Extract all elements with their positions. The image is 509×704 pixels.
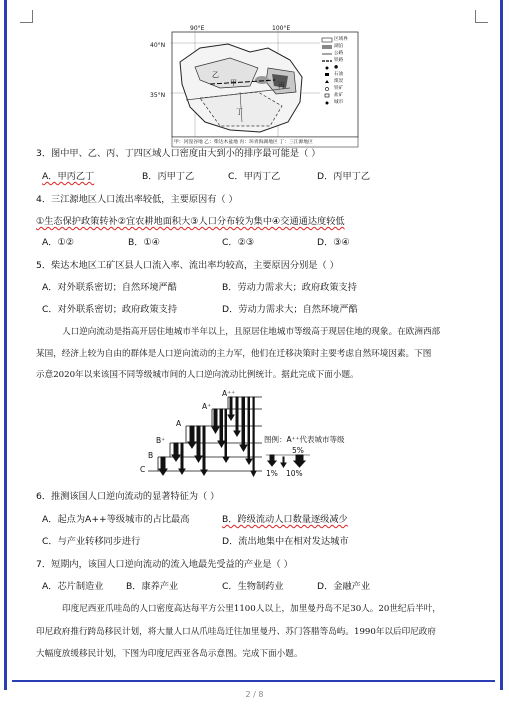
q6-stem: 6．推测该国人口逆向流动的显著特征为（ ）: [36, 491, 220, 502]
map-region-ding: 丁: [236, 108, 243, 116]
q7-option-d[interactable]: D．金融产业: [317, 581, 371, 592]
legend-item: 区域界: [334, 37, 348, 42]
flow-chart-figure: [140, 389, 380, 481]
q7-option-b[interactable]: B．康养产业: [126, 581, 179, 592]
q4-stem: 4．三江源地区人口流出率较低，主要原因有（ ）: [36, 194, 238, 205]
q3-option-a-text: A．甲丙乙丁: [42, 171, 95, 182]
q4-items-text: ①生态保护政策转补②宜农耕地面积大③人口分布较为集中④交通通达度较低: [36, 216, 345, 227]
passage2-line-1: 印度尼西亚爪哇岛的人口密度高达每平方公里1100人以上，加里曼丹岛不足30人。20世纪后半叶，: [62, 604, 441, 614]
q5-option-a[interactable]: A．对外联系密切；自然环境严酷: [42, 282, 177, 293]
legend-item: 煤炭: [334, 79, 344, 84]
q3-option-d[interactable]: D．丙甲丁乙: [317, 171, 371, 182]
q4-option-c[interactable]: C．②③: [222, 237, 255, 248]
passage2-line-3: 大幅度放缓移民计划，下图为印度尼西亚各岛示意图。完成下面小题。: [36, 649, 303, 659]
q4-option-d[interactable]: D．③④: [317, 237, 350, 248]
page-number: 2 / 8: [245, 690, 264, 699]
legend-item: 公路: [334, 51, 344, 56]
level-ap-label: A⁺: [202, 402, 212, 411]
lat-label-top: 40°N: [150, 42, 166, 49]
level-c-label: C: [140, 465, 146, 474]
q7-option-a[interactable]: A．芯片制造业: [42, 581, 104, 592]
q4-option-b[interactable]: B．①④: [128, 237, 160, 248]
legend-item: 石油: [334, 72, 344, 77]
passage1-line-1: 人口逆向流动是指高开居住地城市半年以上，且原居住地城市等级高于现居住地的现象。在欧洲西部: [62, 327, 441, 337]
legend-item: 湖泊: [334, 44, 344, 49]
legend-item: ●: [334, 65, 339, 70]
q6-option-a[interactable]: A．起点为A++等级城市的占比最高: [42, 514, 190, 525]
q6-option-d[interactable]: D．流出地集中在相对发达城市: [222, 536, 349, 547]
lon-label-left: 90°E: [190, 25, 205, 32]
q7-stem: 7．短期内，该国人口逆向流动的流入地最先受益的产业是（ ）: [36, 559, 293, 570]
lat-label-bottom: 35°N: [150, 92, 166, 99]
crop-mark-top-right: [475, 10, 488, 23]
frame-left-line: [4, 0, 7, 690]
q3-option-a[interactable]: [42, 170, 94, 183]
q6-option-c[interactable]: C．与产业转移同步进行: [42, 536, 141, 547]
chart-legend-text: 图例：A⁺⁺代表城市等级: [264, 435, 345, 444]
lon-label-right: 100°E: [272, 25, 291, 32]
map-region-yi: 乙: [212, 71, 219, 79]
q5-option-c[interactable]: C．对外联系密切；政府政策支持: [42, 304, 178, 315]
map-legend: [334, 36, 348, 106]
q7-option-c[interactable]: C．生物制药业: [222, 581, 284, 592]
q5-option-d[interactable]: D．劳动力需求大；自然环境严酷: [222, 304, 358, 315]
q3-option-b[interactable]: B．丙甲丁乙: [142, 171, 195, 182]
map-caption: 甲：河湟谷地 乙：柴达木盆地 丙：环青海湖地区 丁：三江源地区: [174, 140, 313, 145]
level-a-label: A: [176, 419, 182, 428]
q6-option-b[interactable]: [222, 513, 348, 526]
passage2-line-2: 印尼政府推行跨岛移民计划，将大量人口从爪哇岛迁往加里曼丹、苏门答腊等岛屿。1990年以后印尼政府: [36, 627, 436, 637]
q6-option-b-text: B．跨级流动人口数量逐级减少: [222, 514, 348, 525]
chart-pct-left: 1%: [266, 469, 278, 478]
q5-option-b[interactable]: B．劳动力需求大；政府政策支持: [222, 282, 357, 293]
map-region-jia: 甲: [230, 79, 237, 87]
q3-option-c[interactable]: C．甲丙丁乙: [228, 171, 281, 182]
legend-item: 城市: [334, 100, 344, 105]
q3-stem: 3．图中甲、乙、丙、丁四区域人口密度由大到小的排序最可能是（ ）: [36, 148, 321, 159]
q5-stem: 5．柴达木地区工矿区县人口流入率、流出率均较高，主要原因分别是（ ）: [36, 260, 339, 271]
crop-mark-top-left: [20, 10, 33, 23]
q4-items: [36, 215, 345, 228]
frame-right-line: [500, 0, 503, 690]
passage1-line-3: 示意2020年以来该国不同等级城市间的人口逆向流动比例统计。据此完成下面小题。: [36, 370, 359, 380]
level-b-label: B: [148, 451, 154, 460]
legend-item: 铁路: [334, 58, 344, 63]
level-bp-label: B⁺: [156, 436, 166, 445]
passage1-line-2: 某国，经济上较为自由的群体是人口逆向流动的主力军，他们在迁移决策时主要考虑自然环境因素。下图: [36, 349, 432, 359]
legend-item: 铁矿: [334, 86, 344, 91]
map-svg: [150, 22, 360, 148]
frame-bottom-line: [12, 680, 495, 682]
q4-option-a[interactable]: A．①②: [42, 237, 74, 248]
map-figure: [150, 22, 360, 148]
legend-item: 盐矿: [334, 93, 344, 98]
chart-pct-right: 10%: [286, 469, 303, 478]
level-app-label: A⁺⁺: [222, 389, 236, 398]
chart-pct-top: 5%: [292, 446, 304, 455]
map-region-bing: 丙: [278, 82, 285, 90]
